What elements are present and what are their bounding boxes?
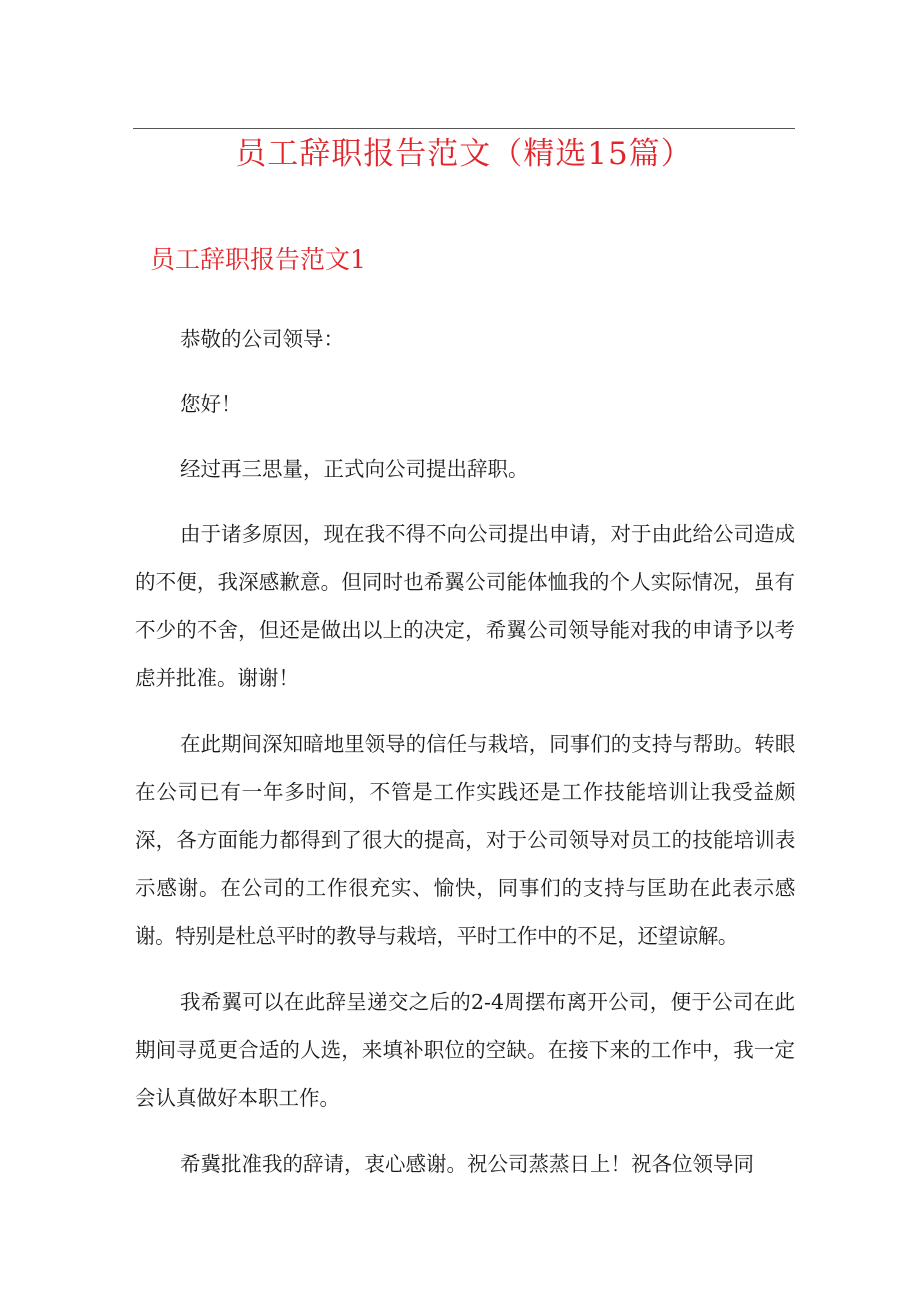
notice-period-paragraph: 我希翼可以在此辞呈递交之后的2-4周摆布离开公司，便于公司在此期间寻觅更合适的人选，来填补职位的空缺。在接下来的工作中，我一定会认真做好本职工作。 bbox=[135, 990, 795, 1110]
closing-paragraph: 希冀批准我的辞请，衷心感谢。祝公司蒸蒸日上！祝各位领导同 bbox=[180, 1152, 754, 1176]
header-rule bbox=[133, 128, 795, 129]
section-heading: 员工辞职报告范文1 bbox=[150, 245, 366, 274]
letter-body bbox=[135, 315, 795, 1206]
document-title: 员工辞职报告范文（精选15篇） bbox=[235, 136, 693, 172]
gratitude-paragraph: 在此期间深知暗地里领导的信任与栽培，同事们的支持与帮助。转眼在公司已有一年多时间，不管是工作实践还是工作技能培训让我受益颇深，各方面能力都得到了很大的提高，对于公司领导对员工的技能培训表示感谢。在公司的工作很充实、愉快，同事们的支持与匡助在此表示感谢。特别是杜总平时的教导与栽培，平时工作中的不足，还望谅解。 bbox=[135, 732, 795, 948]
opening-paragraph: 经过再三思量，正式向公司提出辞职。 bbox=[180, 457, 529, 481]
reason-paragraph: 由于诸多原因，现在我不得不向公司提出申请，对于由此给公司造成的不便，我深感歉意。但同时也希翼公司能体恤我的个人实际情况，虽有不少的不舍，但还是做出以上的决定，希翼公司领导能对我的申请予以考虑并批准。谢谢！ bbox=[135, 522, 795, 690]
greeting: 您好！ bbox=[180, 392, 242, 416]
salutation: 恭敬的公司领导： bbox=[180, 327, 344, 351]
